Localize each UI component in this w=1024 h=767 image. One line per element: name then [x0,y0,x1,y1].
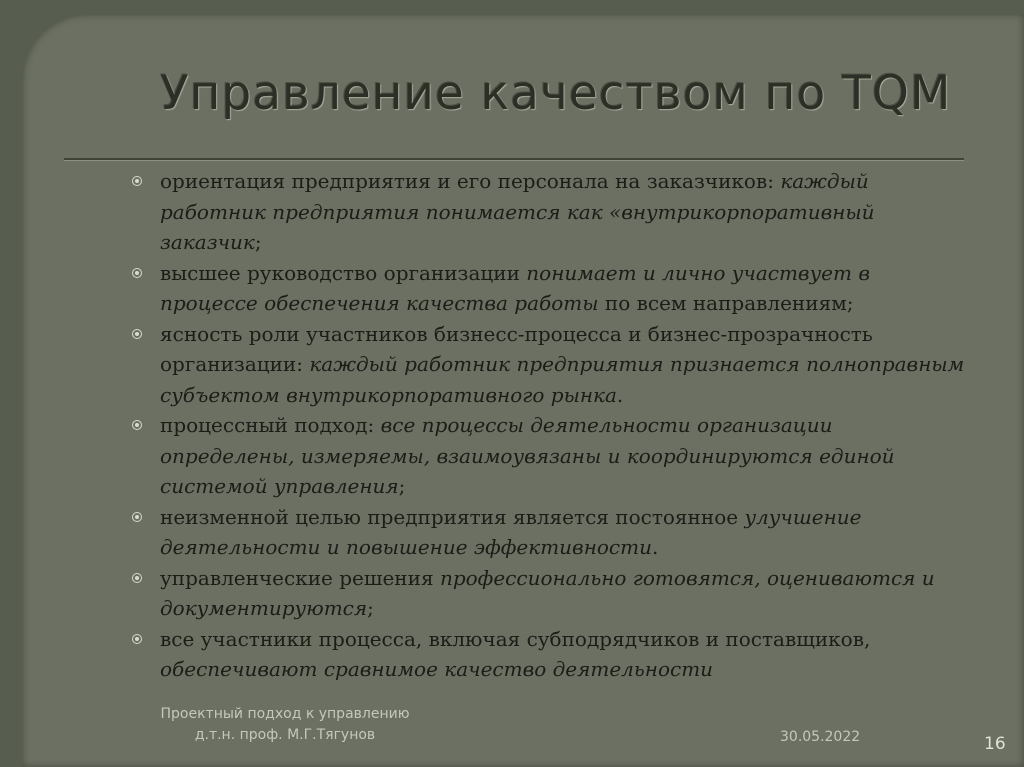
item-italic-text: обеспечивают сравнимое качество деятельности [160,657,714,681]
circle-bullet-icon [132,512,142,522]
list-item [132,319,972,411]
slide-title: Управление качеством по TQM [160,66,952,121]
item-italic-text: каждый работник предприятия понимается как «внутрикорпоративный заказчик [160,169,875,254]
slide-date: 30.05.2022 [780,729,861,745]
item-text: все участники процесса, включая субподрядчиков и поставщиков, [160,626,871,651]
footer-line-1: Проектный подход к управлению [160,706,410,722]
circle-bullet-icon [132,634,142,644]
list-item [132,166,972,258]
list-item [132,502,972,563]
circle-bullet-icon [132,573,142,583]
item-text: ясность роли участников бизнесс-процесса и бизнес-прозрачность организации: [160,321,873,376]
item-text: процессный подход: [160,413,381,437]
list-item [132,624,972,685]
page-number: 16 [984,734,1006,754]
item-text: управленческие решения [160,565,440,590]
circle-bullet-icon [132,420,142,430]
list-item [132,410,972,502]
item-italic-text: все процессы деятельности организации определены, измеряемы, взаимоувязаны и координируются единой системой управления [160,413,895,498]
item-tail-text: ; [367,596,374,620]
item-text: высшее руководство организации [160,260,527,285]
item-italic-text: понимает и лично участвует в процессе обеспечения качества работы [160,260,870,315]
item-tail-text: ; [254,230,262,254]
item-tail-text: по всем направлениям; [598,291,854,315]
bullet-list [132,166,972,685]
circle-bullet-icon [132,329,142,339]
list-item [132,258,972,319]
footer-line-2: д.т.н. проф. М.Г.Тягунов [194,727,376,743]
item-text: неизменной целью предприятия является постоянное [160,504,745,529]
circle-bullet-icon [132,268,142,278]
list-item [132,563,972,624]
item-italic-text: улучшение деятельности и повышение эффективности [160,504,862,559]
title-divider [64,158,964,160]
circle-bullet-icon [132,176,142,186]
item-italic-text: профессионально готовятся, оцениваются и документируются [160,565,935,620]
footer-author [135,704,435,746]
item-tail-text: ; [398,474,406,498]
item-italic-text: каждый работник предприятия признается полноправным субъектом внутрикорпоративного рынка. [160,352,965,407]
item-tail-text: . [651,535,659,559]
item-text: ориентация предприятия и его персонала на заказчиков: [160,169,781,193]
